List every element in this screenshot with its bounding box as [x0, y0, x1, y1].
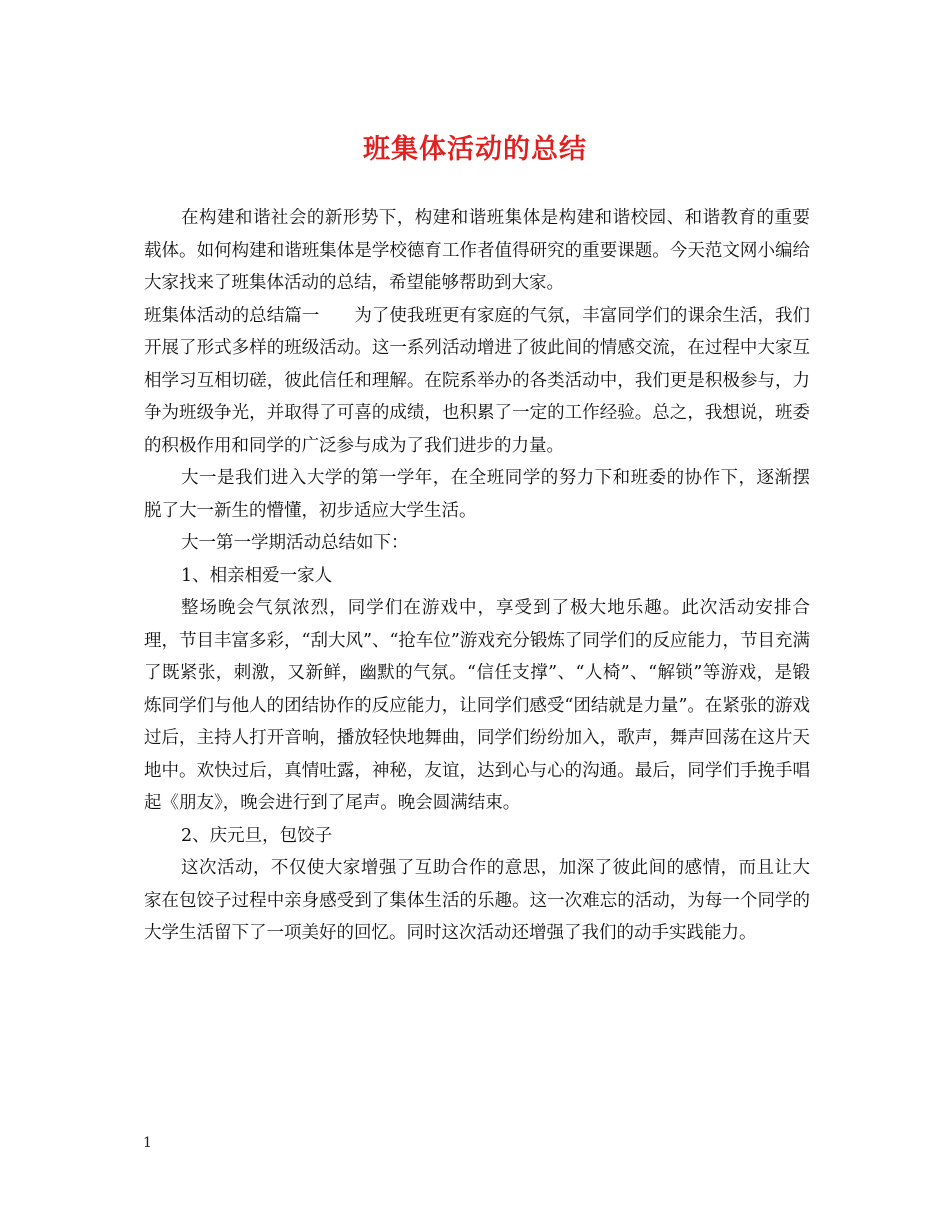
section-heading: 班集体活动的总结篇一: [144, 305, 320, 326]
freshman-paragraph: 大一是我们进入大学的第一学年，在全班同学的努力下和班委的协作下，逐渐摆脱了大一新生的懵懂，初步适应大学生活。: [144, 468, 810, 521]
activity-paragraph-2: 这次活动，不仅使大家增强了互助合作的意思，加深了彼此间的感情，而且让大家在包饺子过程中亲身感受到了集体生活的乐趣。这一次难忘的活动，为每一个同学的大学生活留下了一项美好的回忆。同时这次活动还增强了我们的动手实践能力。: [144, 858, 810, 943]
section-body-text: 为了使我班更有家庭的气氛，丰富同学们的课余生活，我们开展了形式多样的班级活动。这一系列活动增进了彼此间的情感交流，在过程中大家互相学习互相切磋，彼此信任和理解。在院系举办的各类活动中，我们更是积极参与，力争为班级争光，并取得了可喜的成绩，也积累了一定的工作经验。总之，我想说，班委的积极作用和同学的广泛参与成为了我们进步的力量。: [144, 305, 811, 456]
activity-heading-1: 1、相亲相爱一家人: [181, 565, 333, 586]
section-paragraph: [144, 300, 810, 463]
activity-heading-2: 2、庆元旦，包饺子: [181, 825, 333, 846]
activity-paragraph-1: 整场晚会气氛浓烈，同学们在游戏中，享受到了极大地乐趣。此次活动安排合理，节目丰富多彩，“刮大风”、“抢车位”游戏充分锻炼了同学们的反应能力，节目充满了既紧张，刺激，又新鲜，幽默的气氛。“信任支撑”、“人椅”、“解锁”等游戏，是锻炼同学们与他人的团结协作的反应能力，让同学们感受“团结就是力量”。在紧张的游戏过后，主持人打开音响，播放轻快地舞曲，同学们纷纷加入，歌声，舞声回荡在这片天地中。欢快过后，真情吐露，神秘，友谊，达到心与心的沟通。最后，同学们手挽手唱起《朋友》，晚会进行到了尾声。晚会圆满结束。: [144, 598, 810, 813]
document-body: [144, 202, 810, 950]
page-number: 1: [143, 1135, 152, 1151]
intro-paragraph: 在构建和谐社会的新形势下，构建和谐班集体是构建和谐校园、和谐教育的重要载体。如何构建和谐班集体是学校德育工作者值得研究的重要课题。今天范文网小编给大家找来了班集体活动的总结，希望能够帮助到大家。: [144, 208, 810, 293]
page-title: 班集体活动的总结: [363, 134, 587, 165]
section-spacer: [319, 306, 354, 326]
semester-summary-heading: 大一第一学期活动总结如下：: [181, 533, 409, 553]
